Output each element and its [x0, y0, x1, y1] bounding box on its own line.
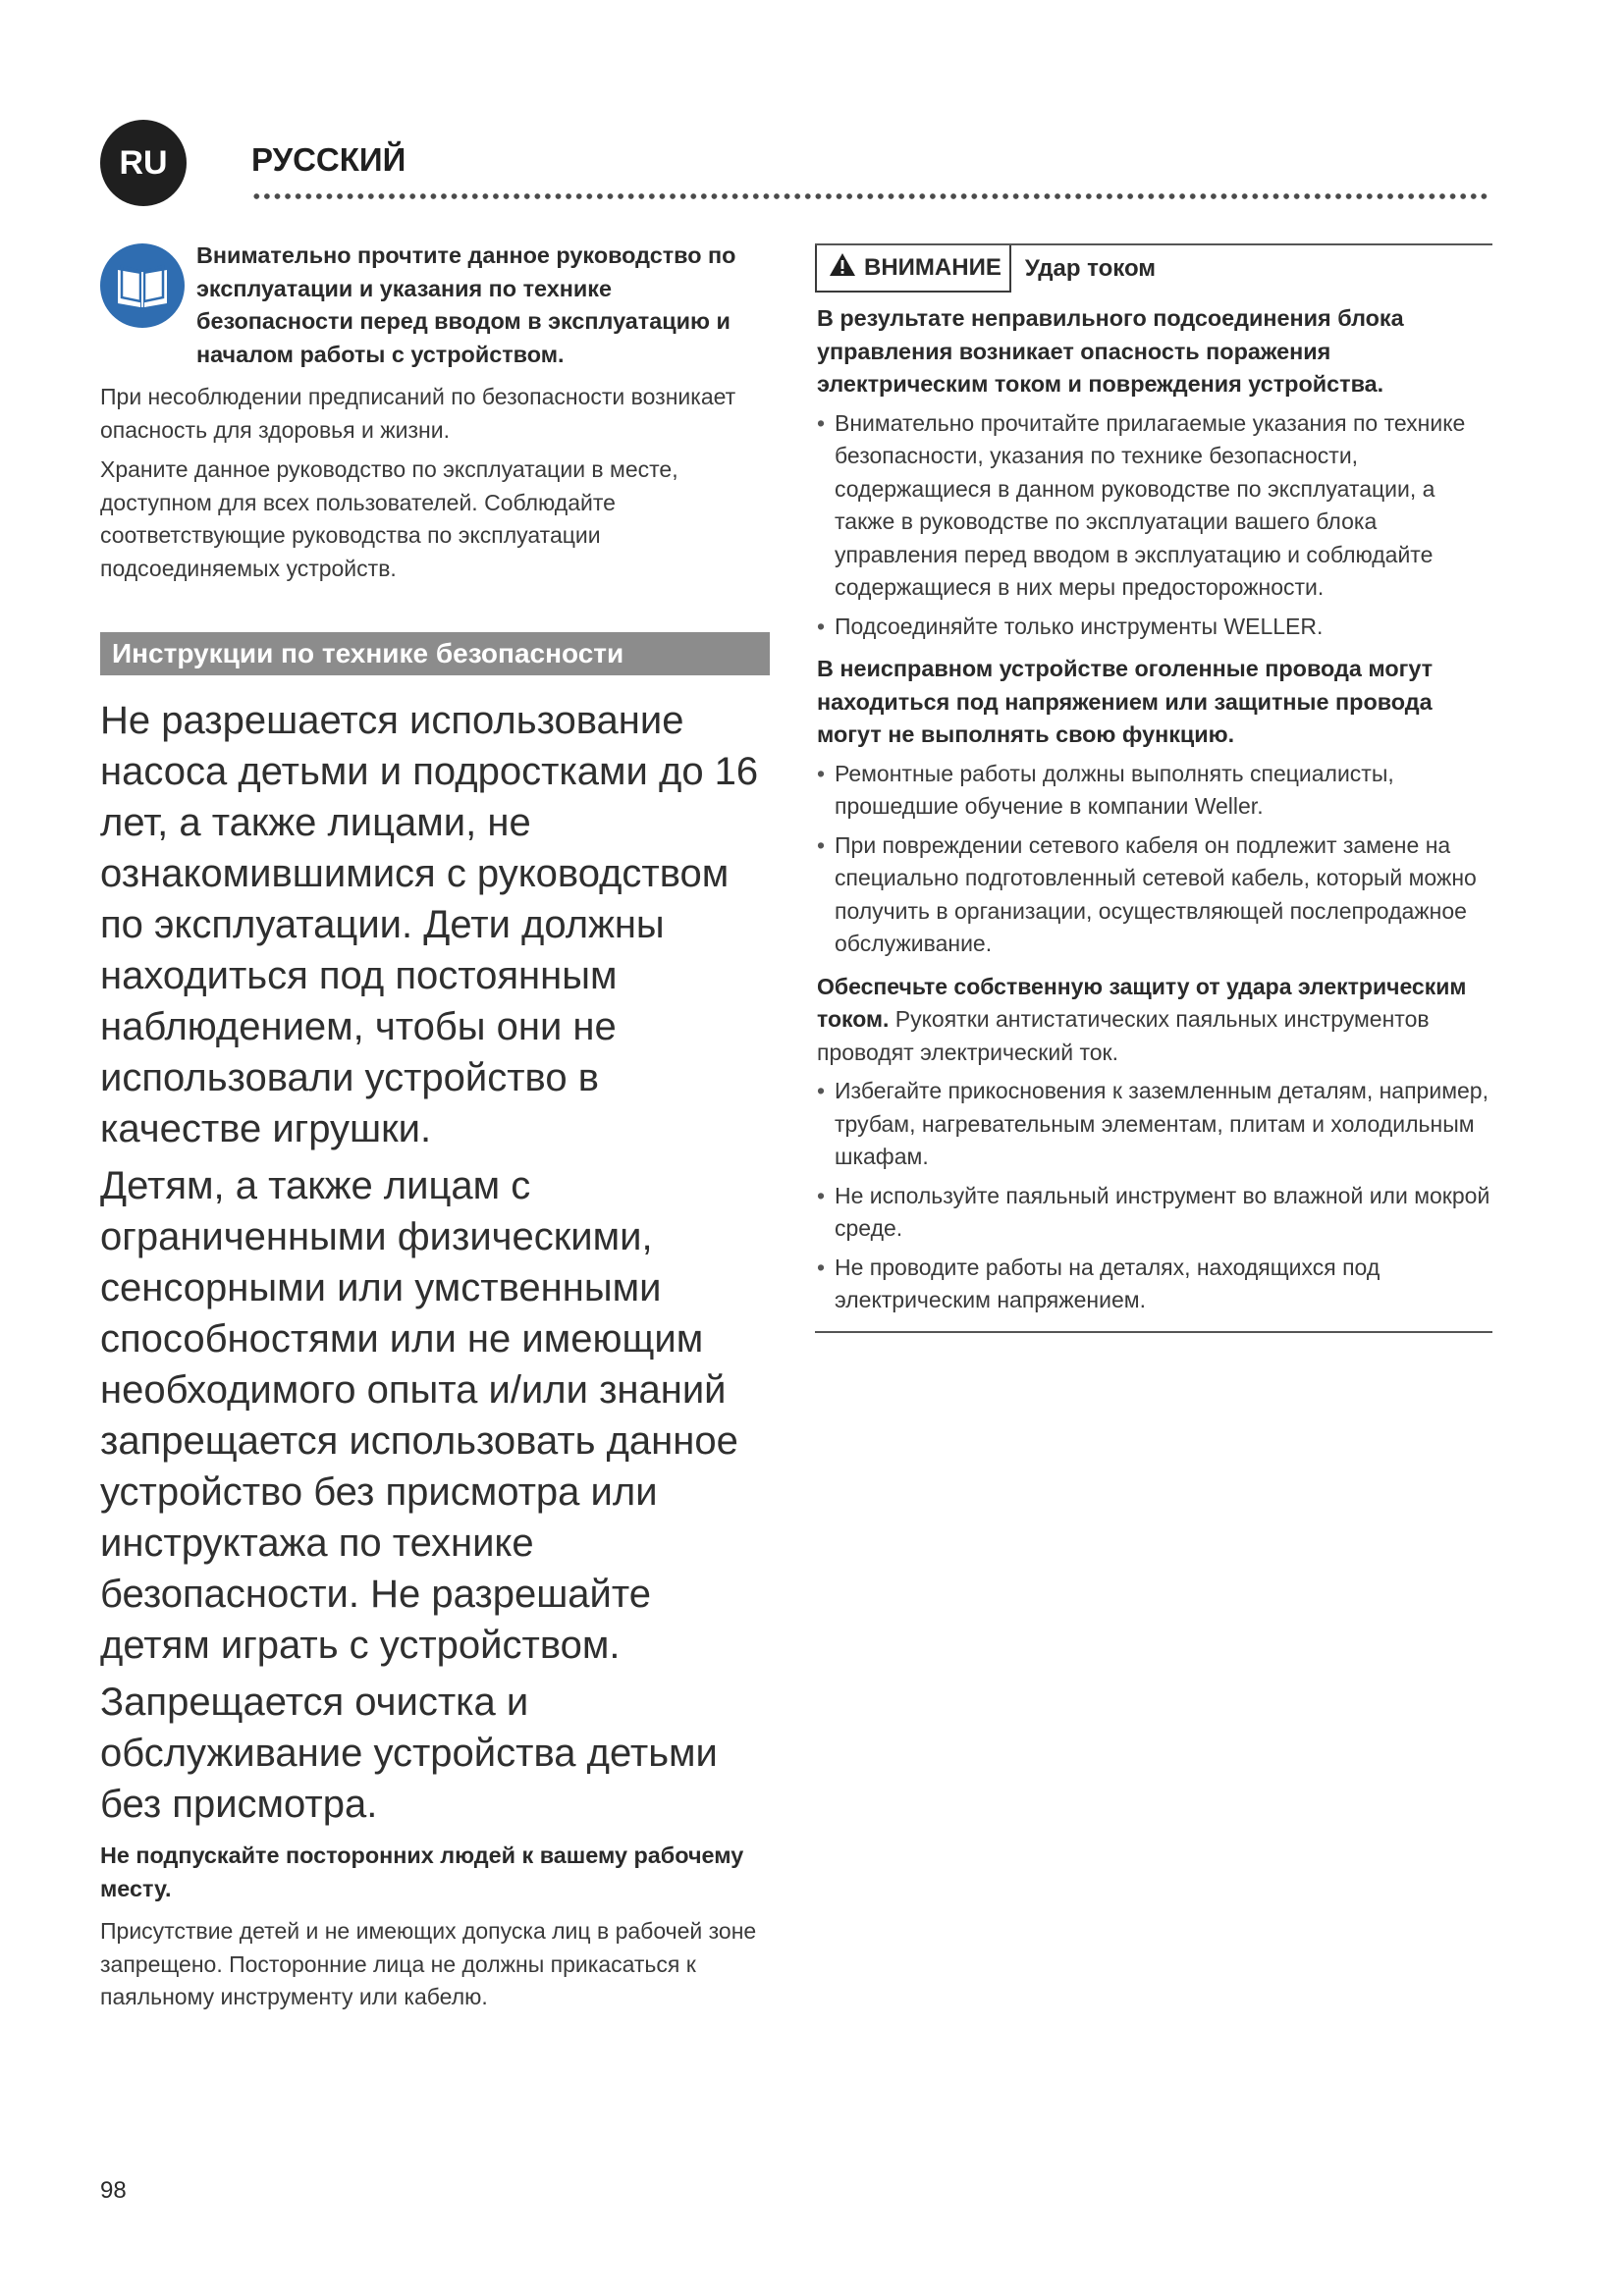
intro-paragraph-2: Храните данное руководство по эксплуатации в месте, доступном для всех пользователей. Соблюдайте соответствующие руководства по эксплуатации подсоединяемых устройств. [100, 456, 678, 581]
intro-block [100, 240, 770, 371]
bullet-list-1 [815, 407, 1492, 644]
safety-large-paragraph-3: Запрещается очистка и обслуживание устройства детьми без присмотра. [100, 1681, 718, 1826]
left-column [100, 240, 770, 2014]
dotted-divider [251, 192, 1490, 200]
warning-bold-2: В неисправном устройстве оголенные провода могут находиться под напряжением или защитные провода могут не выполнять свою функцию. [817, 656, 1434, 747]
list-item: • Подсоединяйте только инструменты WELLER. [815, 611, 1492, 644]
language-title: РУССКИЙ [251, 141, 406, 178]
safety-large-paragraph-2: Детям, а также лицам с ограниченными физическими, сенсорными или умственными способностями или не имеющим необходимого опыта и/или знаний запрещается использовать данное устройство без присмотра или инструктажа по технике безопасности. Не разрешайте детям играть с устройством. [100, 1164, 738, 1667]
warning-topic: Удар током [1024, 255, 1157, 282]
list-item: • Не проводите работы на деталях, находящихся под электрическим напряжением. [815, 1252, 1492, 1317]
language-code: RU [119, 143, 168, 182]
warning-bold-1: В результате неправильного подсоединения блока управления возникает опасность поражения электрическим током и повреждения устройства. [817, 305, 1404, 397]
warning-label: ВНИМАНИЕ [864, 254, 1001, 281]
bullet-list-3 [815, 1075, 1492, 1317]
right-column [815, 243, 1492, 1333]
list-item: • Внимательно прочитайте прилагаемые указания по технике безопасности, указания по технике безопасности, содержащиеся в данном руководстве по эксплуатации, а также в руководстве по эксплуатации вашего блока управления перед вводом в эксплуатацию и соблюдайте содержащиеся в них меры предосторожности. [815, 407, 1492, 605]
intro-bold-text: Внимательно прочтите данное руководство по эксплуатации и указания по технике безопасности перед вводом в эксплуатацию и началом работы с устройством. [196, 242, 736, 367]
protect-bold: Обеспечьте собственную защиту от удара электрическим током. [817, 973, 1467, 1032]
bullet-list-2 [815, 758, 1492, 961]
list-item: • Ремонтные работы должны выполнять специалисты, прошедшие обучение в компании Weller. [815, 758, 1492, 824]
page-number: 98 [100, 2177, 127, 2204]
list-item: • Не используйте паяльный инструмент во влажной или мокрой среде. [815, 1180, 1492, 1246]
warning-end-rule [815, 1331, 1492, 1333]
warning-header [815, 243, 1492, 293]
workplace-note: Присутствие детей и не имеющих допуска лиц в рабочей зоне запрещено. Посторонние лица не должны прикасаться к паяльному инструменту или кабелю. [100, 1918, 757, 2009]
safety-large-paragraph-1: Не разрешается использование насоса детьми и подростками до 16 лет, а также лицами, не ознакомившимися с руководством по эксплуатации. Дети должны находиться под постоянным наблюдением, чтобы они не использовали устройство в качестве игрушки. [100, 699, 759, 1150]
protect-text: Рукоятки антистатических паяльных инструментов проводят электрический ток. [817, 1006, 1430, 1065]
section-heading: Инструкции по технике безопасности [100, 632, 770, 675]
protect-paragraph [817, 971, 1492, 1070]
warning-label-box [815, 245, 1011, 293]
list-item: • Избегайте прикосновения к заземленным деталям, например, трубам, нагревательным элементам, плитам и холодильным шкафам. [815, 1075, 1492, 1174]
language-badge [100, 120, 187, 206]
intro-paragraph-1: При несоблюдении предписаний по безопасности возникает опасность для здоровья и жизни. [100, 384, 736, 443]
warning-triangle-icon [829, 252, 856, 284]
list-item: • При повреждении сетевого кабеля он подлежит замене на специально подготовленный сетевой кабель, который можно получить в организации, осуществляющей послепродажное обслуживание. [815, 829, 1492, 961]
workplace-bold-note: Не подпускайте посторонних людей к вашему рабочему месту. [100, 1842, 744, 1901]
book-icon [100, 243, 185, 328]
